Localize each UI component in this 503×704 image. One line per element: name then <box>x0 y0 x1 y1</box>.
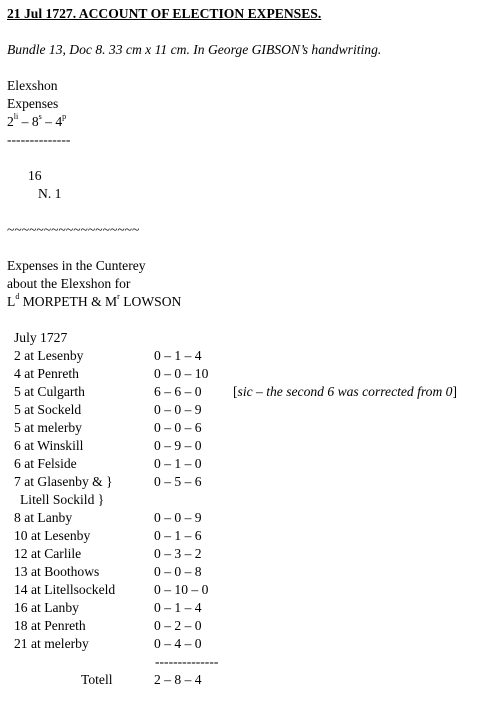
docket-amount-shillings-sup: s <box>38 112 42 122</box>
expense-amount: 6 – 6 – 0 <box>154 384 202 399</box>
docket-amount-shillings: – 8 <box>18 114 39 129</box>
expense-row <box>7 365 501 383</box>
expense-place: 7 at Glasenby & } <box>14 474 113 489</box>
docket <box>7 77 501 239</box>
intro-line-1: Expenses in the Cunterey <box>7 258 146 273</box>
expense-row <box>7 581 501 599</box>
expense-amount: 0 – 2 – 0 <box>154 618 202 633</box>
expense-place: 8 at Lanby <box>14 510 73 525</box>
expense-row <box>7 419 501 437</box>
document-title: 21 Jul 1727. ACCOUNT OF ELECTION EXPENSES. <box>7 6 322 21</box>
total-label: Totell <box>81 672 113 687</box>
expense-row <box>7 635 501 653</box>
intro-mr-sup: r <box>117 292 120 302</box>
expense-place: 5 at Sockeld <box>14 402 82 417</box>
expense-amount: 0 – 1 – 0 <box>154 456 202 471</box>
intro-lord: L <box>7 294 16 309</box>
document-page <box>7 5 501 689</box>
expense-row <box>7 401 501 419</box>
expense-row <box>7 455 501 473</box>
expense-place: 13 at Boothows <box>14 564 100 579</box>
expense-place: 12 at Carlile <box>14 546 82 561</box>
expense-row <box>7 563 501 581</box>
document-subtitle: Bundle 13, Doc 8. 33 cm x 11 cm. In George GIBSON’s handwriting. <box>7 42 382 57</box>
intro-morpeth: MORPETH & M <box>19 294 118 309</box>
expense-amount: 0 – 1 – 6 <box>154 528 202 543</box>
expense-place: 5 at Culgarth <box>14 384 85 399</box>
expense-amount: 0 – 1 – 4 <box>154 348 202 363</box>
expense-row <box>7 383 501 401</box>
expense-row <box>7 473 501 491</box>
intro-lord-sup: d <box>15 292 20 302</box>
expense-row <box>7 347 501 365</box>
expense-place: 6 at Felside <box>14 456 77 471</box>
expense-row <box>7 545 501 563</box>
expense-amount: 0 – 10 – 0 <box>154 582 209 597</box>
docket-number: 16 <box>28 168 42 183</box>
intro <box>7 257 501 311</box>
docket-amount-pence-sup: p <box>62 112 67 122</box>
expense-note <box>233 383 457 401</box>
expense-place: 4 at Penreth <box>14 366 79 381</box>
expense-row <box>7 437 501 455</box>
expense-amount: 0 – 1 – 4 <box>154 600 202 615</box>
expense-place: 5 at melerby <box>14 420 82 435</box>
intro-lowson: LOWSON <box>119 294 182 309</box>
expense-place: 10 at Lesenby <box>14 528 91 543</box>
expense-amount: 0 – 0 – 9 <box>154 510 202 525</box>
total-rule-row <box>7 653 501 671</box>
expense-place: 2 at Lesenby <box>14 348 84 363</box>
total-row <box>7 671 501 689</box>
docket-amount <box>7 113 501 131</box>
expense-place: 16 at Lanby <box>14 600 79 615</box>
docket-line-1: Elexshon <box>7 78 58 93</box>
note-open-bracket: [ <box>233 384 238 399</box>
intro-line-3 <box>7 293 501 311</box>
expense-amount: 0 – 4 – 0 <box>154 636 202 651</box>
expense-place-continued: Litell Sockild } <box>20 492 105 507</box>
docket-reference: N. 1 <box>38 186 62 201</box>
total-amount: 2 – 8 – 4 <box>154 672 202 687</box>
expense-place: 21 at melerby <box>14 636 89 651</box>
expense-amount: 0 – 0 – 9 <box>154 402 202 417</box>
expense-row <box>7 599 501 617</box>
docket-amount-pounds-sup: li <box>13 112 19 122</box>
expense-row <box>7 509 501 527</box>
month-heading: July 1727 <box>14 330 68 345</box>
expense-amount: 0 – 5 – 6 <box>154 474 202 489</box>
expense-row <box>7 617 501 635</box>
expense-place: 14 at Litellsockeld <box>14 582 116 597</box>
docket-rule: -------------- <box>7 132 71 147</box>
docket-wave-rule: ~~~~~~~~~~~~~~~~~~ <box>7 222 140 237</box>
expense-amount: 0 – 0 – 6 <box>154 420 202 435</box>
expense-row <box>7 527 501 545</box>
expense-amount: 0 – 0 – 8 <box>154 564 202 579</box>
expense-place: 18 at Penreth <box>14 618 86 633</box>
expense-place: 6 at Winskill <box>14 438 84 453</box>
docket-amount-pence: – 4 <box>41 114 63 129</box>
total-rule: -------------- <box>155 654 219 669</box>
expense-table <box>7 329 501 689</box>
expense-amount: 0 – 3 – 2 <box>154 546 202 561</box>
expense-amount: 0 – 9 – 0 <box>154 438 202 453</box>
docket-amount-pounds: 2 <box>7 114 14 129</box>
expense-entries <box>7 347 501 653</box>
note-text: sic – the second 6 was corrected from 0 <box>237 384 453 399</box>
docket-line-2: Expenses <box>7 96 59 111</box>
expense-row <box>7 491 501 509</box>
expense-amount: 0 – 0 – 10 <box>154 366 209 381</box>
note-close-bracket: ] <box>452 384 458 399</box>
intro-line-2: about the Elexshon for <box>7 276 131 291</box>
